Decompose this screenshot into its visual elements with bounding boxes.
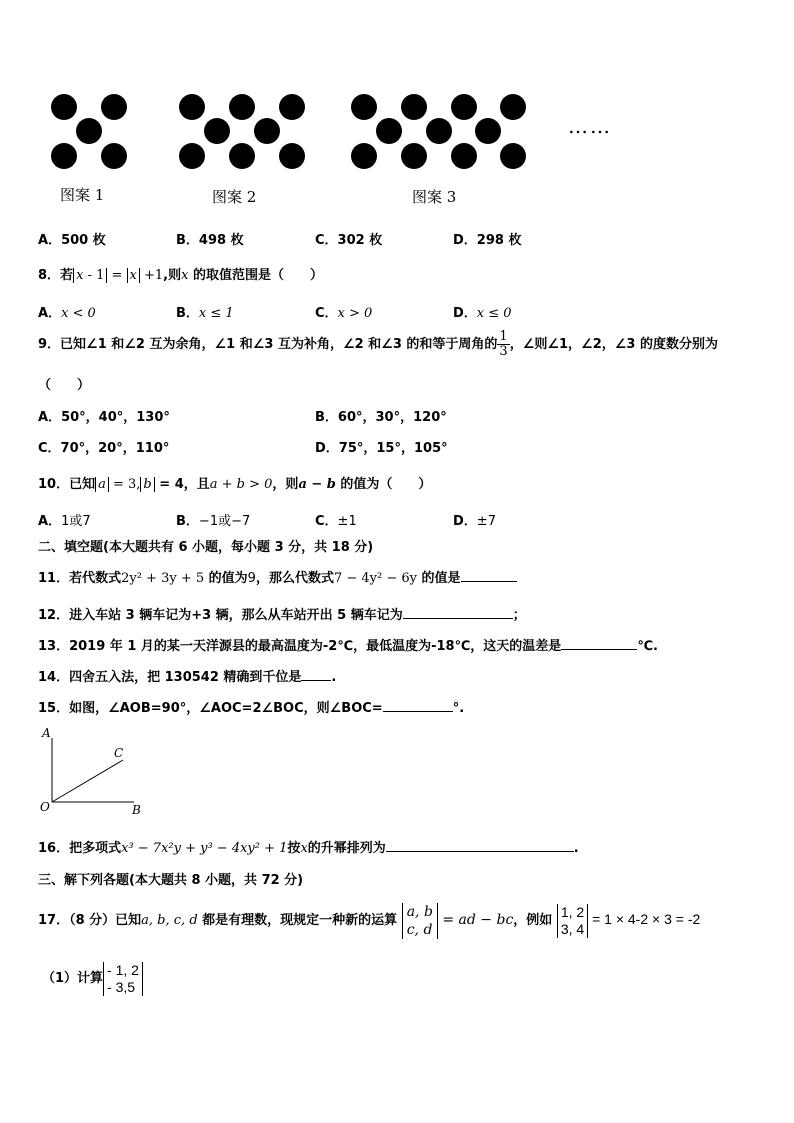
q8-option-b: B．x ≤ 1 (176, 306, 234, 321)
q10-option-d: D．±7 (453, 514, 496, 529)
q7-option-c: C．302 枚 (315, 233, 383, 248)
question-10: 10．已知 a = 3, b = 4，且a + b > 0，则a − b 的值为（ ） (38, 477, 432, 492)
caption-pattern-3: 图案 3 (412, 188, 457, 206)
answer-blank[interactable] (383, 699, 453, 712)
answer-blank[interactable] (301, 668, 331, 681)
determinant-example: 1, 2 3, 4 (557, 904, 588, 938)
label-c: C (114, 746, 124, 760)
question-9-paren: （ ） (38, 378, 91, 393)
q9-option-c: C．70°，20°，110° (38, 441, 170, 456)
caption-pattern-1: 图案 1 (60, 186, 105, 204)
question-11: 11．若代数式2y² + 3y + 5 的值为9，那么代数式7 − 4y² − 6y 的值是 (38, 567, 517, 586)
q9-option-b: B．60°，30°，120° (315, 410, 447, 425)
q10-option-c: C．±1 (315, 514, 357, 529)
q9-option-a: A．50°，40°，130° (38, 410, 170, 425)
label-b: B (132, 803, 141, 817)
q9-option-d: D．75°，15°，105° (315, 441, 448, 456)
section-3-heading: 三、解下列各题(本大题共 8 小题，共 72 分) (38, 873, 304, 888)
q7-option-b: B．498 枚 (176, 233, 244, 248)
question-8: 8．若 x - 1 = x +1,则x 的取值范围是（ ） (38, 268, 323, 283)
q8-option-d: D．x ≤ 0 (453, 306, 512, 321)
question-17: 17．（8 分）已知a, b, c, d 都是有理数，现规定一种新的运算 a, b c, d = ad − bc，例如 1, 2 3, 4 = 1 × 4-2 × 3 = -2 (38, 903, 701, 938)
pattern-1 (51, 94, 127, 169)
section-2-heading: 二、填空题(本大题共有 6 小题，每小题 3 分，共 18 分) (38, 540, 374, 555)
q8-option-a: A．x < 0 (38, 306, 96, 321)
pattern-2 (179, 94, 305, 169)
q8-option-c: C．x > 0 (315, 306, 373, 321)
q10-option-a: A．1或7 (38, 514, 91, 529)
question-15: 15．如图，∠AOB=90°，∠AOC=2∠BOC，则∠BOC= °. (38, 701, 465, 716)
answer-blank[interactable] (461, 569, 517, 582)
pattern-3 (351, 94, 526, 169)
q10-option-b: B．−1或−7 (176, 514, 251, 529)
dot-patterns-figure (0, 80, 794, 180)
fraction-one-third: $\frac{1}{3}$ (499, 329, 508, 359)
q7-option-d: D．298 枚 (453, 233, 522, 248)
question-9: 9．已知∠1 和∠2 互为余角，∠1 和∠3 互为补角，∠2 和∠3 的和等于周角的 $\frac{1}{3}$ ，∠则∠1，∠2，∠3 的度数分别为 (38, 329, 718, 359)
ellipsis: …… (568, 114, 612, 138)
determinant-definition: a, b c, d (402, 903, 438, 939)
question-12: 12．进入车站 3 辆车记为+3 辆，那么从车站开出 5 辆车记为 ； (38, 608, 526, 623)
caption-pattern-2: 图案 2 (212, 188, 257, 206)
question-14: 14．四舍五入法，把 130542 精确到千位是 . (38, 670, 337, 685)
question-16: 16．把多项式x³ − 7x²y + y³ − 4xy² + 1按x的升幂排列为 . (38, 841, 579, 856)
label-a: A (42, 726, 51, 740)
q7-option-a: A．500 枚 (38, 233, 106, 248)
answer-blank[interactable] (386, 839, 574, 852)
question-17-part-1: （1）计算 - 1, 2 - 3,5 (42, 958, 143, 1000)
label-o: O (40, 800, 50, 814)
answer-blank[interactable] (403, 606, 513, 619)
answer-blank[interactable] (561, 637, 637, 650)
determinant-part-1: - 1, 2 - 3,5 (103, 962, 143, 996)
question-13: 13．2019 年 1 月的某一天洋源县的最高温度为-2℃，最低温度为-18℃，这天的温差是 ℃. (38, 639, 658, 654)
